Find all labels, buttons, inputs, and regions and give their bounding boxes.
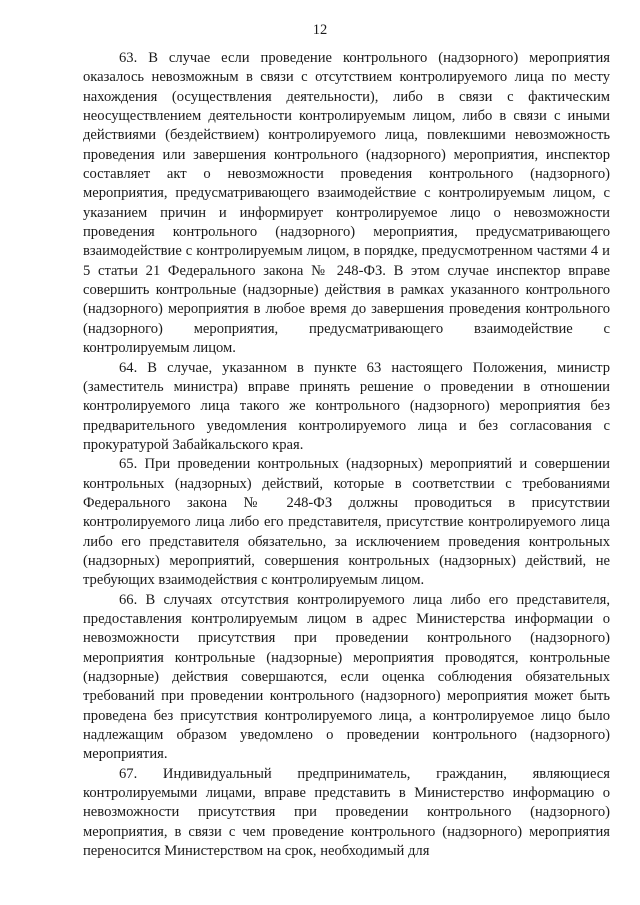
- paragraph-66: 66. В случаях отсутствия контролируемого лица либо его представителя, предоставления контролируемым лицом в адрес Министерства информации о невозможности присутствия при проведении контрольного (надзорного) мероприятия контрольные (надзорные) мероприятия проводятся, контрольные (надзорные) действия совершаются, если оценка соблюдения обязательных требований при проведении контрольного (надзорного) мероприятия может быть проведена без присутствия контролируемого лица, а контролируемое лицо было надлежащим образом уведомлено о проведении контрольного (надзорного) мероприятия.: [83, 591, 610, 763]
- paragraph-65: 65. При проведении контрольных (надзорных) мероприятий и совершении контрольных (надзорных) действий, которые в соответствии с требованиями Федерального закона № 248-ФЗ должны проводиться в присутствии контролируемого лица либо его представителя, присутствие контролируемого лица либо его представителя обязательно, за исключением проведения контрольных (надзорных) мероприятий, совершения контрольных (надзорных) действий, не требующих взаимодействия с контролируемым лицом.: [83, 456, 610, 589]
- document-body: [83, 49, 610, 861]
- paragraph-67: 67. Индивидуальный предприниматель, гражданин, являющиеся контролируемыми лицами, вправе представить в Министерство информацию о невозможности присутствия при проведении контрольного (надзорного) мероприятия, в связи с чем проведение контрольного (надзорного) мероприятия переносится Министерством на срок, необходимый для: [83, 765, 610, 860]
- paragraph-63: 63. В случае если проведение контрольного (надзорного) мероприятия оказалось невозможным в связи с отсутствием контролируемого лица по месту нахождения (осуществления деятельности), либо в связи с фактическим неосуществлением деятельности контролируемым лицом, либо в связи с иными действиями (бездействием) контролируемого лица, повлекшими невозможность проведения или завершения контрольного (надзорного) мероприятия, инспектор составляет акт о невозможности проведения контрольного (надзорного) мероприятия, предусматривающего взаимодействие с контролируемым лицом, с указанием причин и информирует контролируемое лицо о невозможности проведения контрольного (надзорного) мероприятия, предусматривающего взаимодействие с контролируемым лицом, в порядке, предусмотренном частями 4 и 5 статьи 21 Федерального закона № 248-ФЗ. В этом случае инспектор вправе совершить контрольные (надзорные) действия в рамках указанного контрольного (надзорного) мероприятия в любое время до завершения проведения контрольного (надзорного) мероприятия, предусматривающего взаимодействие с контролируемым лицом.: [83, 50, 610, 357]
- paragraph-64: 64. В случае, указанном в пункте 63 настоящего Положения, министр (заместитель министра) вправе принять решение о проведении в отношении контролируемого лица такого же контрольного (надзорного) мероприятия без предварительного уведомления контролируемого лица и без согласования с прокуратурой Забайкальского края.: [83, 359, 610, 453]
- page-number: 12: [312, 22, 328, 38]
